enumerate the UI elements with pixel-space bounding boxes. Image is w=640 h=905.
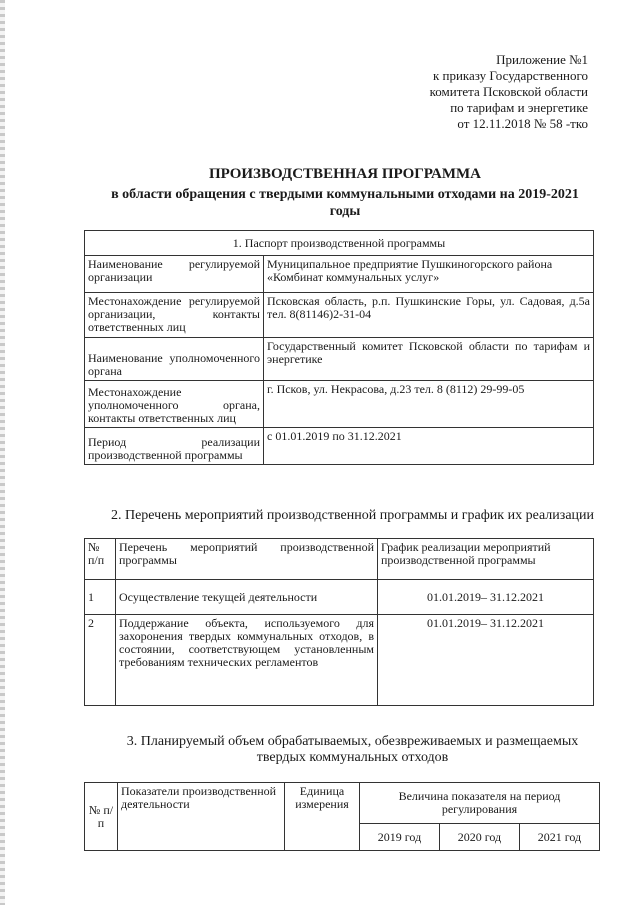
appendix-block — [430, 52, 588, 132]
section-2-title: 2. Перечень мероприятий производственной программы и график их реализации — [110, 508, 595, 523]
passport-label: Наименование уполномоченного органа — [85, 338, 264, 381]
table-header-row — [85, 539, 594, 580]
column-header-schedule: График реализации мероприятий производственной программы — [378, 539, 594, 580]
document-subtitle: в области обращения с твердыми коммунальными отходами на 2019-2021 годы — [111, 187, 579, 219]
passport-label: Период реализации производственной программы — [85, 428, 264, 465]
column-header-year: 2020 год — [439, 824, 519, 851]
passport-value: г. Псков, ул. Некрасова, д.23 тел. 8 (8112) 29-99-05 — [264, 381, 594, 428]
appendix-line: к приказу Государственного — [432, 68, 588, 83]
table-row — [85, 256, 594, 293]
table-row — [85, 580, 594, 615]
measures-table — [84, 538, 594, 706]
table-row — [85, 428, 594, 465]
column-header-measure: Перечень мероприятий производственной программы — [116, 539, 378, 580]
row-measure: Осуществление текущей деятельности — [116, 580, 378, 615]
section-3-title: 3. Планируемый объем обрабатываемых, обезвреживаемых и размещаемых твердых коммунальных отходов — [126, 734, 579, 765]
column-header-year: 2019 год — [360, 824, 440, 851]
table-header-row — [85, 783, 600, 824]
document-title: ПРОИЗВОДСТВЕННАЯ ПРОГРАММА — [208, 166, 481, 182]
appendix-line: комитета Псковской области — [429, 84, 588, 99]
row-schedule: 01.01.2019– 31.12.2021 — [378, 615, 594, 706]
passport-value: Муниципальное предприятие Пушкиногорского района «Комбинат коммунальных услуг» — [264, 256, 594, 293]
row-num: 2 — [85, 615, 116, 706]
passport-label: Местонахождение регулируемой организации, контакты ответственных лиц — [85, 293, 264, 338]
column-header-num: № п/п — [85, 539, 116, 580]
passport-label: Наименование регулируемой организации — [85, 256, 264, 293]
row-num: 1 — [85, 580, 116, 615]
table-row — [85, 615, 594, 706]
passport-table — [84, 230, 594, 465]
column-header-num: № п/п — [85, 783, 118, 851]
column-header-year: 2021 год — [519, 824, 599, 851]
passport-value: Псковская область, р.п. Пушкинские Горы, ул. Садовая, д.5а тел. 8(81146)2-31-04 — [264, 293, 594, 338]
appendix-line: по тарифам и энергетике — [450, 100, 588, 115]
volume-table — [84, 782, 600, 851]
column-header-indicator: Показатели производственной деятельности — [118, 783, 285, 851]
row-schedule: 01.01.2019– 31.12.2021 — [378, 580, 594, 615]
appendix-line: Приложение №1 — [496, 52, 588, 67]
table-row — [85, 338, 594, 381]
column-header-value: Величина показателя на период регулирования — [360, 783, 600, 824]
passport-label: Местонахождение уполномоченного органа, контакты ответственных лиц — [85, 381, 264, 428]
passport-table-header: 1. Паспорт производственной программы — [85, 231, 594, 256]
table-row — [85, 293, 594, 338]
table-row — [85, 381, 594, 428]
scan-page-edge — [0, 0, 5, 905]
passport-value: Государственный комитет Псковской области по тарифам и энергетике — [264, 338, 594, 381]
passport-value: с 01.01.2019 по 31.12.2021 — [264, 428, 594, 465]
appendix-line: от 12.11.2018 № 58 -тко — [457, 116, 588, 131]
row-measure: Поддержание объекта, используемого для захоронения твердых коммунальных отходов, в состоянии, соответствующем установленным требованиям технических регламентов — [116, 615, 378, 706]
column-header-unit: Единица измерения — [285, 783, 360, 851]
